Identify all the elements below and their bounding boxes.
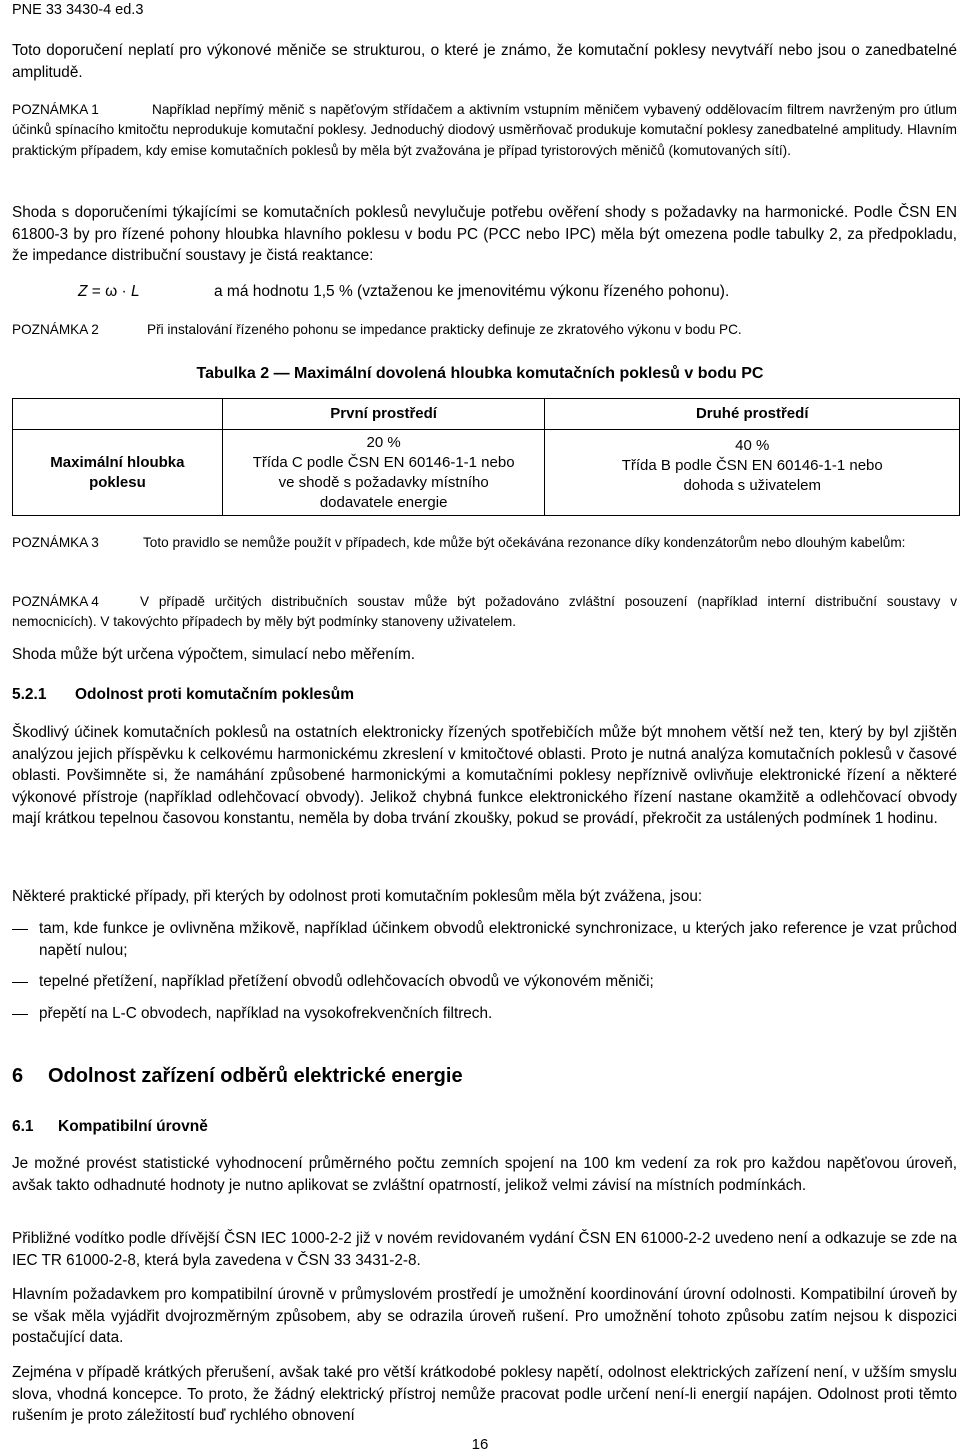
section-6-1-heading xyxy=(12,1118,957,1136)
formula-text: a má hodnotu 1,5 % (vztaženou ke jmenovitému výkonu řízeného pohonu). xyxy=(214,283,730,300)
interruptions-paragraph: Zejména v případě krátkých přerušení, avšak také pro větší krátkodobé poklesy napětí, odolnost elektrických zařízení není, v užším smyslu slova, vhodná koncepce. To proto, že žádný elektrický přístroj nemůže pracovat podle určení není-li energií napájen. Odolnost proti těmto rušením je proto záležitostí buď rychlého obnovení xyxy=(12,1364,957,1424)
formula-eq: = ω · xyxy=(87,283,132,300)
section-6-title: Odolnost zařízení odběrů elektrické energie xyxy=(48,1065,463,1087)
table-cell-second-environment: 40 % Třída B podle ČSN EN 60146-1-1 nebo dohoda s uživatelem xyxy=(545,430,960,516)
note-3-label: POZNÁMKA 3 xyxy=(12,535,99,550)
note-2-label: POZNÁMKA 2 xyxy=(12,322,99,337)
note-2-text: Při instalování řízeného pohonu se impedance prakticky definuje ze zkratového výkonu v bodu PC. xyxy=(147,322,742,337)
practical-cases-list xyxy=(12,918,957,1034)
table-row-label: Maximální hloubka poklesu xyxy=(13,430,223,516)
note-1 xyxy=(12,100,957,161)
formula-l: L xyxy=(131,283,140,300)
section-6-1-title: Kompatibilní úrovně xyxy=(58,1118,208,1135)
note-3-text: Toto pravidlo se nemůže použít v případech, kde může být očekávána rezonance díky kondenzátorům nebo dlouhým kabelům: xyxy=(143,535,906,550)
formula-z: Z xyxy=(78,283,88,300)
section-6-number: 6 xyxy=(12,1065,24,1087)
table-title: Tabulka 2 — Maximální dovolená hloubka komutačních poklesů v bodu PC xyxy=(196,365,764,382)
intro-paragraph: Toto doporučení neplatí pro výkonové měniče se strukturou, o které je známo, že komutační poklesy nevytváří nebo jsou o zanedbatelné amplitudě. xyxy=(12,42,957,81)
note-3 xyxy=(12,533,957,553)
note-1-text: Například nepřímý měnič s napěťovým střídačem a aktivním vstupním měničem vybavený oddělovacím filtrem navrženým pro útlum účinků spínacího kmitočtu neprodukuje komutační poklesy. Jednoduchý diodový usměrňovač produkuje komutační poklesy zanedbatelné amplitudy. Hlavním praktickým případem, kdy emise komutačních poklesů by měla být zvažována je případ tyristorových měničů (komutovaných sítí). xyxy=(12,102,957,158)
list-item: přepětí na L-C obvodech, například na vysokofrekvenčních filtrech. xyxy=(12,1003,957,1025)
section-5-2-1-title: Odolnost proti komutačním poklesům xyxy=(75,686,355,703)
notch-depth-table xyxy=(12,398,960,516)
list-item: tam, kde funkce je ovlivněna mžikově, například účinkem obvodů elektronické synchronizace, u kterých jako reference je vzat průchod napětí nulou; xyxy=(12,918,957,961)
guidance-paragraph: Přibližné vodítko podle dřívější ČSN IEC 1000-2-2 již v novém revidovaném vydání ČSN EN 61000-2-2 uvedeno není a odkazuje se zde na IEC TR 61000-2-8, která byla zavedena v ČSN 33 3431-2-8. xyxy=(12,1230,957,1269)
compliance-paragraph: Shoda s doporučeními týkajícími se komutačních poklesů nevylučuje potřebu ověření shody s požadavky na harmonické. Podle ČSN EN 61800-3 by pro řízené pohony hloubka hlavního poklesu v bodu PC (PCC nebo IPC) měla být omezena podle tabulky 2, za předpokladu, že impedance distribuční soustavy je čistá reaktance: xyxy=(12,204,957,264)
industrial-requirement-paragraph: Hlavním požadavkem pro kompatibilní úrovně v průmyslovém prostředí je umožnění koordinování úrovní odolnosti. Kompatibilní úroveň by se však měla vyjádřit dvojrozměrným způsobem, aby se odrazila úroveň rušení. Pro umožnění tohoto způsobu zatím nejsou k dispozici postačující data. xyxy=(12,1286,957,1346)
table-cell-first-environment: 20 % Třída C podle ČSN EN 60146-1-1 nebo ve shodě s požadavky místního dodavatele energie xyxy=(222,430,545,516)
section-6-1-number: 6.1 xyxy=(12,1118,34,1135)
note-4-text: V případě určitých distribučních soustav může být požadováno zvláštní posouzení (například interní distribuční soustavy v nemocnicích). V takovýchto případech by měly být podmínky stanoveny uživatelem. xyxy=(12,594,957,630)
section-6-heading xyxy=(12,1065,957,1088)
document-id: PNE 33 3430-4 ed.3 xyxy=(12,2,144,18)
statistics-paragraph: Je možné provést statistické vyhodnocení průměrného počtu zemních spojení na 100 km vedení za rok pro každou napěťovou úroveň, avšak takto odhadnuté hodnoty je nutno aplikovat se zvláštní opatrností, jelikož velmi závisí na místních podmínkách. xyxy=(12,1155,957,1194)
note-4 xyxy=(12,592,957,633)
table-header-first-environment: První prostředí xyxy=(222,399,545,430)
list-item: tepelné přetížení, například přetížení obvodů odlehčovacích obvodů ve výkonovém měniči; xyxy=(12,971,957,993)
note-4-label: POZNÁMKA 4 xyxy=(12,594,99,609)
table-corner-cell xyxy=(13,399,223,430)
section-5-2-1-heading xyxy=(12,686,957,704)
note-2 xyxy=(12,320,957,340)
verification-paragraph: Shoda může být určena výpočtem, simulací nebo měřením. xyxy=(12,646,416,663)
impedance-formula xyxy=(78,281,729,302)
table-header-second-environment: Druhé prostředí xyxy=(545,399,960,430)
practical-cases-paragraph: Některé praktické případy, při kterých by odolnost proti komutačním poklesům měla být zvážena, jsou: xyxy=(12,888,703,905)
page-number: 16 xyxy=(471,1436,489,1453)
harmful-effect-paragraph: Škodlivý účinek komutačních poklesů na ostatních elektronicky řízených spotřebičích může být mnohem větší než ten, který by byl zjištěn analýzou jejich příspěvku k celkovému harmonickému zkreslení v kmitočtové oblasti. Proto je nutná analýza komutačních poklesů v časové oblasti. Povšimněte si, že namáhání způsobené harmonickými a komutačními poklesy nepříznivě ovlivňuje elektronické řízení a některé výkonové přístroje (například odlehčovací obvody). Jelikož chybná funkce elektronického řízení nastane okamžitě a odlehčovací obvody mají krátkou tepelnou časovou konstantu, neměla by doba trvání zkoušky, pokud se provádí, překročit za ustálených podmínek 1 hodinu. xyxy=(12,724,957,827)
section-5-2-1-number: 5.2.1 xyxy=(12,686,47,703)
note-1-label: POZNÁMKA 1 xyxy=(12,102,99,117)
